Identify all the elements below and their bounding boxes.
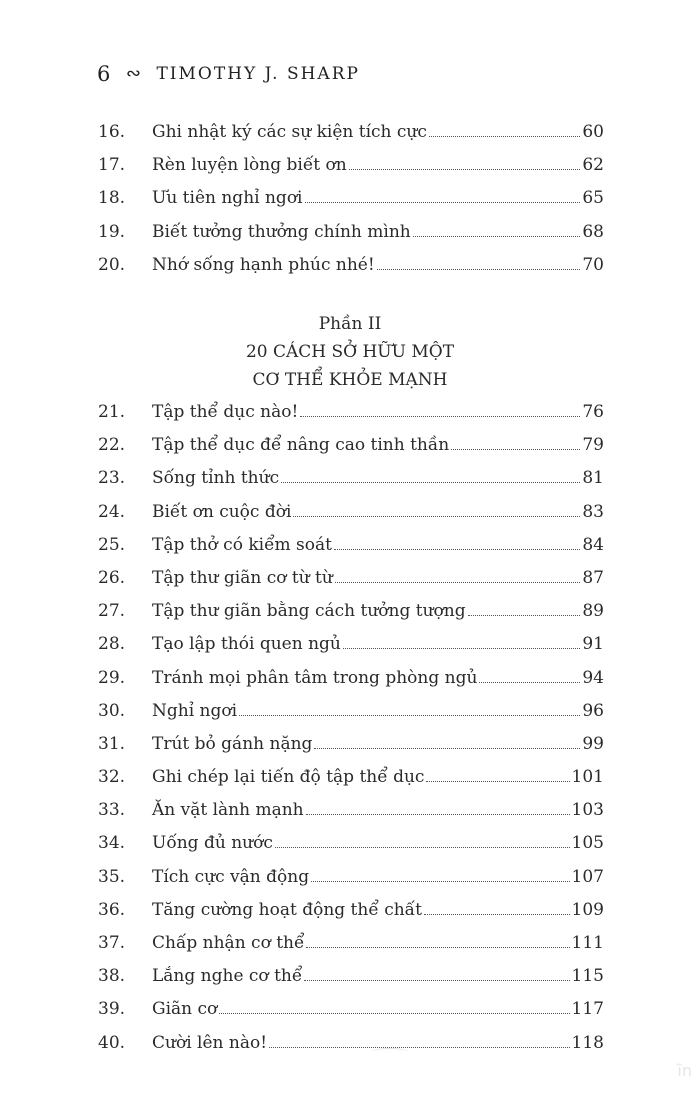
dot-leader [304,980,569,981]
toc-entry-title: Nghỉ ngơi [152,700,238,721]
toc-entry[interactable] [98,595,604,628]
toc-entry-title: Biết tưởng thưởng chính mình [152,221,411,242]
toc-entry-title: Ưu tiên nghỉ ngơi [152,188,303,209]
toc-entry-title: Tăng cường hoạt động thể chất [152,899,422,920]
dot-leader [293,516,580,517]
toc-entry[interactable] [98,894,604,927]
dot-leader [219,1013,569,1014]
toc-entry-page: 60 [582,122,604,142]
toc-entry-page: 96 [582,700,604,721]
dot-leader [311,881,569,882]
toc-entry-title: Nhớ sống hạnh phúc nhé! [152,254,375,275]
toc-entry[interactable] [98,182,604,215]
toc-entry-title: Uống đủ nước [152,833,273,854]
toc-entry-title: Chấp nhận cơ thể [152,933,305,953]
toc-entry-page: 87 [582,567,604,588]
toc-entry-title: Ghi chép lại tiến độ tập thể dục [152,767,425,788]
toc-entry-number: 24. [98,501,126,522]
dot-leader [426,781,569,782]
part-title-line1: 20 CÁCH SỞ HỮU MỘT [245,342,455,362]
dot-leader [349,169,581,170]
toc-entry-page: 99 [582,733,604,754]
dot-leader [343,648,581,649]
toc-entry-number: 31. [98,733,126,754]
toc-list-part1-end [98,116,604,282]
toc-entry-title: Tập thể dục để nâng cao tinh thần [152,435,450,456]
toc-entry-page: 103 [571,800,604,821]
toc-list-part2 [98,396,604,1060]
toc-entry-number: 29. [98,667,126,688]
toc-entry-number: 27. [98,601,126,622]
dot-leader [468,615,581,616]
toc-entry-number: 19. [98,221,126,242]
dot-leader [306,947,569,948]
dot-leader [314,748,580,749]
toc-entry-number: 38. [98,966,126,987]
toc-entry[interactable] [98,993,604,1026]
toc-entry-page: 84 [582,534,604,555]
toc-entry[interactable] [98,462,604,495]
toc-entry-page: 94 [582,667,604,688]
toc-entry[interactable] [98,960,604,993]
author-name: TIMOTHY J. SHARP [156,64,360,84]
toc-entry-number: 18. [98,188,126,209]
toc-entry-page: 68 [582,221,604,242]
toc-entry-page: 117 [571,999,604,1020]
toc-entry[interactable] [98,149,604,182]
toc-entry[interactable] [98,695,604,728]
toc-entry[interactable] [98,116,604,149]
watermark-logo: ĩn [677,1061,692,1080]
toc-entry-page: 91 [582,634,604,655]
scan-artifact [372,1048,408,1055]
toc-entry-number: 35. [98,866,126,887]
part-heading [0,310,700,394]
toc-entry[interactable] [98,662,604,695]
toc-entry[interactable] [98,628,604,661]
toc-entry[interactable] [98,496,604,529]
part-label: Phần II [318,314,382,334]
toc-entry-title: Biết ơn cuộc đời [152,501,292,522]
toc-entry-title: Giãn cơ [152,999,218,1020]
toc-entry[interactable] [98,861,604,894]
toc-entry-title: Tập thở có kiểm soát [152,534,332,555]
dot-leader [334,549,580,550]
toc-entry-page: 107 [571,866,604,887]
toc-entry[interactable] [98,927,604,960]
swash-ornament-icon: ∾ [125,62,143,84]
part-title-line2: CƠ THỂ KHỎE MẠNH [252,370,448,390]
toc-entry-title: Tập thể dục nào! [152,402,299,422]
toc-entry-title: Tích cực vận động [152,866,310,887]
toc-entry-page: 89 [582,601,604,622]
toc-entry-title: Tạo lập thói quen ngủ [152,634,341,655]
toc-entry-number: 21. [98,402,126,422]
toc-entry-number: 34. [98,833,126,854]
dot-leader [479,682,580,683]
toc-entry-number: 32. [98,767,126,788]
dot-leader [429,136,580,137]
dot-leader [269,1047,570,1048]
toc-entry-title: Lắng nghe cơ thể [152,966,303,987]
toc-entry[interactable] [98,562,604,595]
toc-entry-number: 39. [98,999,126,1020]
page-number: 6 [97,62,112,86]
toc-entry-number: 23. [98,468,126,489]
dot-leader [281,482,580,483]
toc-entry-title: Ghi nhật ký các sự kiện tích cực [152,122,427,142]
toc-entry[interactable] [98,1027,604,1060]
toc-entry-page: 79 [582,435,604,456]
dot-leader [377,269,581,270]
toc-entry[interactable] [98,396,604,429]
dot-leader [239,715,580,716]
toc-entry[interactable] [98,761,604,794]
toc-entry-page: 105 [571,833,604,854]
toc-entry-page: 70 [582,254,604,275]
toc-entry-number: 40. [98,1032,126,1053]
toc-entry-title: Trút bỏ gánh nặng [152,733,313,754]
dot-leader [306,814,570,815]
toc-entry[interactable] [98,794,604,827]
dot-leader [305,202,581,203]
toc-entry-title: Ăn vặt lành mạnh [152,800,304,821]
toc-entry-number: 20. [98,254,126,275]
toc-entry-number: 22. [98,435,126,456]
toc-entry-number: 16. [98,122,126,142]
toc-entry-page: 83 [582,501,604,522]
toc-entry-title: Sống tỉnh thức [152,468,280,489]
toc-entry-title: Tránh mọi phân tâm trong phòng ngủ [152,667,478,688]
toc-entry[interactable] [98,216,604,249]
toc-entry-number: 33. [98,800,126,821]
toc-entry-number: 30. [98,700,126,721]
toc-entry-page: 62 [582,155,604,176]
toc-entry-title: Tập thư giãn bằng cách tưởng tượng [152,601,466,622]
toc-entry-number: 36. [98,899,126,920]
toc-entry-number: 25. [98,534,126,555]
running-head [97,62,360,86]
toc-entry[interactable] [98,728,604,761]
dot-leader [275,847,570,848]
toc-entry-number: 26. [98,567,126,588]
toc-entry-number: 37. [98,933,126,953]
toc-entry[interactable] [98,529,604,562]
toc-entry[interactable] [98,827,604,860]
toc-entry-page: 115 [571,966,604,987]
dot-leader [424,914,570,915]
toc-entry[interactable] [98,429,604,462]
toc-entry-number: 17. [98,155,126,176]
dot-leader [413,236,581,237]
toc-entry-page: 109 [571,899,604,920]
dot-leader [300,416,580,417]
toc-entry-title: Tập thư giãn cơ từ từ [152,567,333,588]
toc-entry-title: Rèn luyện lòng biết ơn [152,155,347,176]
toc-entry-number: 28. [98,634,126,655]
toc-entry-page: 118 [571,1032,604,1053]
toc-entry-page: 111 [571,933,604,953]
toc-entry-page: 81 [582,468,604,489]
dot-leader [335,582,581,583]
toc-entry-page: 65 [582,188,604,209]
toc-entry-title: Cười lên nào! [152,1032,268,1053]
dot-leader [451,449,580,450]
toc-entry[interactable] [98,249,604,282]
toc-entry-page: 76 [582,402,604,422]
toc-entry-page: 101 [571,767,604,788]
